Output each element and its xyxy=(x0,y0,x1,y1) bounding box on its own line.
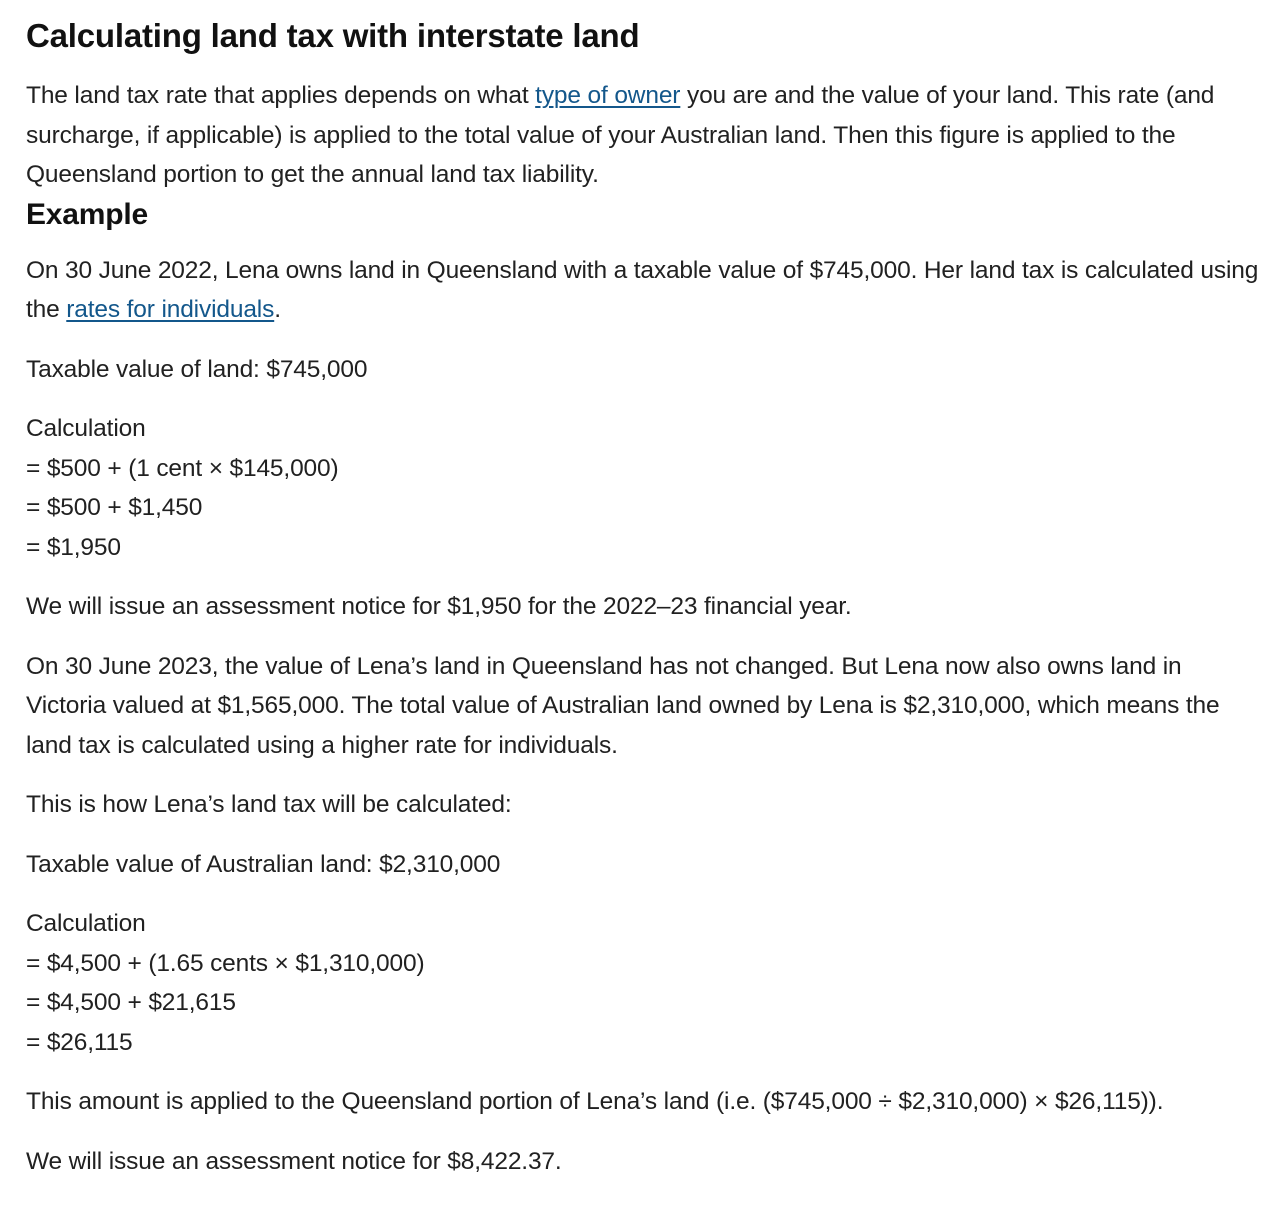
queensland-portion-paragraph: This amount is applied to the Queensland portion of Lena’s land (i.e. ($745,000 ÷ $2,310,000) × $26,115)). xyxy=(26,1088,1164,1115)
calculation-line: = $4,500 + (1.65 cents × $1,310,000) xyxy=(26,949,425,977)
example-paragraph-2023: On 30 June 2023, the value of Lena’s land in Queensland has not changed. But Lena now also owns land in Victoria valued at $1,565,000. The total value of Australian land owned by Lena is $2,310,000, which means the land tax is calculated using a higher rate for individuals. xyxy=(26,652,1220,759)
assessment-notice-2023: We will issue an assessment notice for $8,422.37. xyxy=(26,1147,562,1175)
example-text-after-link: . xyxy=(274,296,281,323)
calculation-line: = $1,950 xyxy=(26,533,121,561)
example-text-before-link: On 30 June 2022, Lena owns land in Queensland with a taxable value of $745,000. Her land tax is calculated using the xyxy=(26,256,1259,323)
example-paragraph-2022 xyxy=(26,251,1266,330)
taxable-value-land: Taxable value of land: $745,000 xyxy=(26,355,368,383)
calculation-line: = $500 + $1,450 xyxy=(26,494,203,521)
rates-for-individuals-link[interactable]: rates for individuals xyxy=(66,296,275,323)
intro-text-after-link: you are and the value of your land. This rate (and surcharge, if applicable) is applied to the total value of your Australian land. Then this figure is applied to the Queensland portion to get the annual land tax liability. xyxy=(26,82,1215,188)
calculation-label: Calculation xyxy=(26,415,146,442)
calculation-line: = $500 + (1 cent × $145,000) xyxy=(26,454,339,482)
page-title: Calculating land tax with interstate land xyxy=(26,17,640,54)
intro-paragraph xyxy=(26,76,1266,195)
calculation-line: = $26,115 xyxy=(26,1028,133,1056)
calculation-block-2022 xyxy=(26,409,1266,567)
example-heading: Example xyxy=(26,197,148,231)
calculation-line: = $4,500 + $21,615 xyxy=(26,989,236,1016)
how-calculated-paragraph: This is how Lena’s land tax will be calculated: xyxy=(26,791,512,818)
assessment-notice-2022: We will issue an assessment notice for $1,950 for the 2022–23 financial year. xyxy=(26,593,852,620)
intro-text-before-link: The land tax rate that applies depends on what xyxy=(26,82,536,109)
calculation-label: Calculation xyxy=(26,910,146,937)
calculation-block-2023 xyxy=(26,904,1266,1062)
taxable-value-australian-land: Taxable value of Australian land: $2,310,000 xyxy=(26,850,501,878)
type-of-owner-link[interactable]: type of owner xyxy=(535,82,681,109)
